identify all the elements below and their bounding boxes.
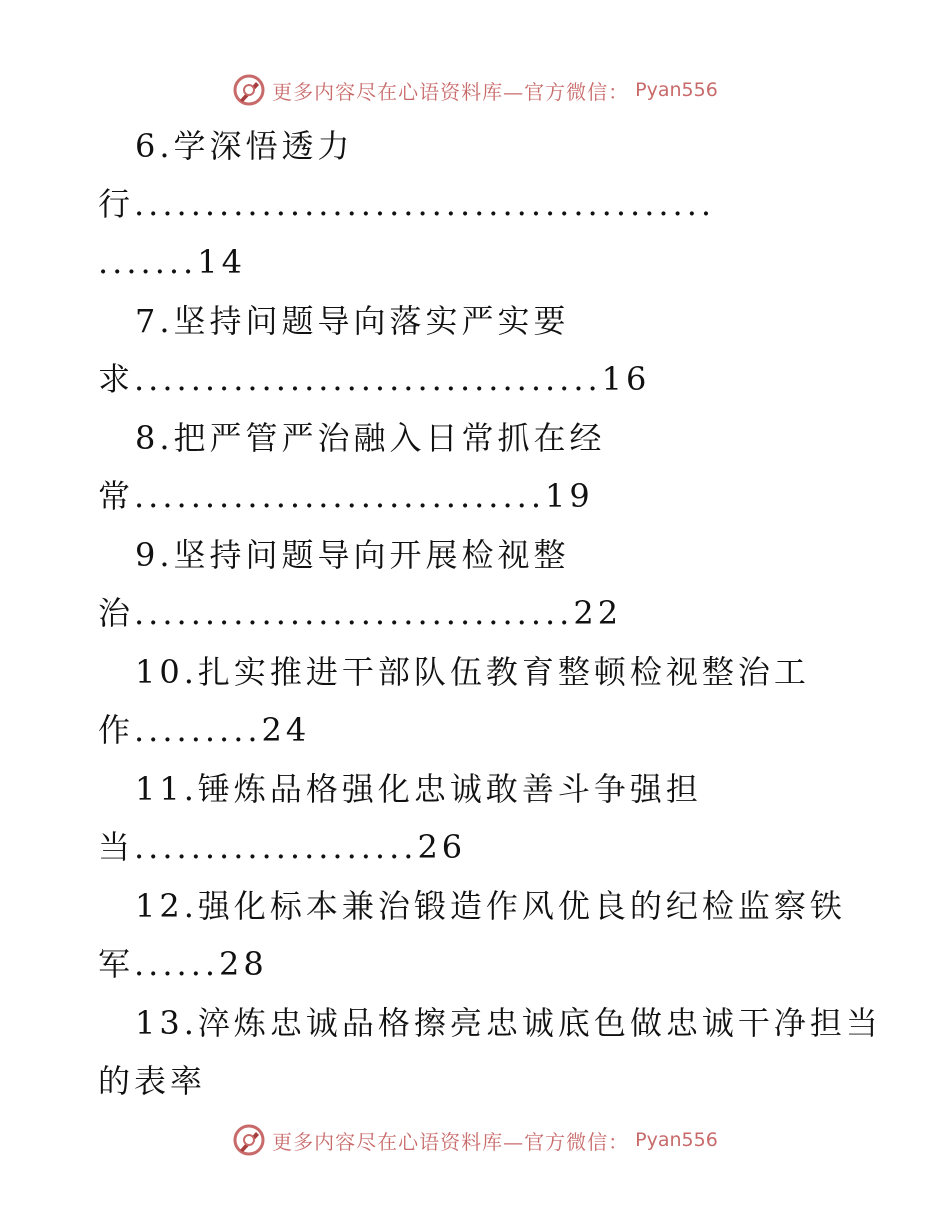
watermark-wechat-id: Pyan556 [635,1129,718,1151]
toc-entry-10-leader: 作.........24 [98,711,311,749]
watermark-text: 更多内容尽在心语资料库—官方微信： [272,1129,630,1154]
toc-entry-12-leader: 军......28 [98,945,268,983]
toc-entry-9-title[interactable]: 9.坚持问题导向开展检视整 [135,536,570,574]
toc-entry-8-leader: 常.............................19 [98,477,594,515]
toc-entry-6-page: .......14 [98,243,246,281]
toc-entry-10-title[interactable]: 10.扎实推进干部队伍教育整顿检视整治工 [135,653,810,691]
toc-entry-6-leader: 行......................................... [98,185,716,223]
toc-entry-7-title[interactable]: 7.坚持问题导向落实严实要 [135,302,570,340]
watermark-wechat-id: Pyan556 [635,79,718,101]
watermark-text: 更多内容尽在心语资料库—官方微信： [272,79,630,104]
toc-entry-9-leader: 治...............................22 [98,594,623,632]
watermark-header [0,68,950,112]
toc-entry-13-title[interactable]: 13.淬炼忠诚品格擦亮忠诚底色做忠诚干净担当 [135,1004,882,1042]
toc-entry-13-continuation: 的表率 [98,1062,207,1100]
toc-entry-8-title[interactable]: 8.把严管严治融入日常抓在经 [135,419,606,457]
toc-entry-6-title[interactable]: 6.学深悟透力 [135,127,354,165]
quill-logo-icon [232,1123,266,1157]
toc-entry-7-leader: 求.................................16 [98,360,651,398]
quill-logo-icon [232,73,266,107]
watermark-footer [0,1118,950,1162]
toc-entry-11-title[interactable]: 11.锤炼品格强化忠诚敢善斗争强担 [135,770,702,808]
toc-entry-12-title[interactable]: 12.强化标本兼治锻造作风优良的纪检监察铁 [135,887,846,925]
toc-entry-11-leader: 当....................26 [98,828,467,866]
